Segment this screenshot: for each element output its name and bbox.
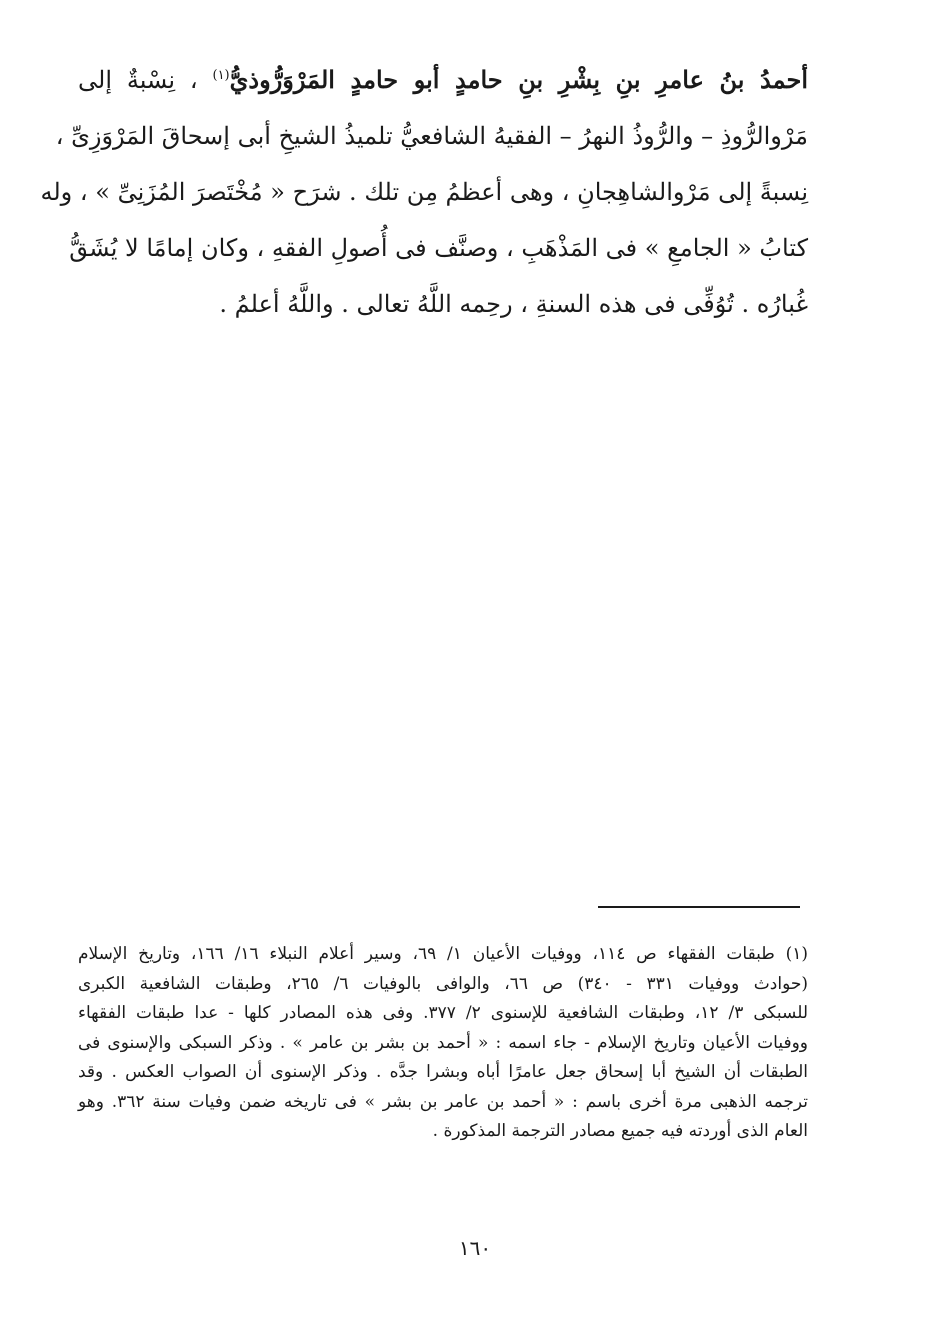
footnote-reference[interactable]: (١)	[212, 68, 230, 83]
entry-line-2: مَرْوالرُّوذِ – والرُّوذُ النهرُ – الفقيهُ الشافعيُّ تلميذُ الشيخِ أبى إسحاقَ المَرْوَزِىِّ ،	[55, 122, 808, 150]
footnote-line-4: ووفيات الأعيان وتاريخ الإسلام - جاء اسمه : « أحمد بن بشر بن عامر » . وذكر السبكى والإسنوى فى	[78, 1032, 808, 1053]
page-number: ١٦٠	[458, 1236, 492, 1260]
biography-entry	[40, 52, 808, 332]
footnote-line-5: الطبقات أن الشيخ أبا إسحاق جعل عامرًا أباه وبشرا جدَّه . وذكر الإسنوى أن الصواب العكس . وقد	[78, 1062, 808, 1082]
footnote-line-3: للسبكى ٣/ ١٢، وطبقات الشافعية للإسنوى ٢/ ٣٧٧. وفى هذه المصادر كلها - عدا طبقات الفقهاء	[78, 1003, 808, 1023]
entry-line-1	[78, 52, 808, 108]
entry-line-3: نِسبةً إلى مَرْوالشاهِجانِ ، وهى أعظمُ مِن تلك . شرَح « مُخْتَصرَ المُزَنِىِّ » ، وله	[40, 178, 808, 206]
footnote-line-6: ترجمه الذهبى مرة أخرى باسم : « أحمد بن عامر بن بشر » فى تاريخه ضمن وفيات سنة ٣٦٢. وهو	[78, 1091, 809, 1112]
entry-name: أحمدُ بنُ عامرِ بنِ بِشْرِ بنِ حامدٍ أبو حامدٍ المَرْوَرُّوذيُّ	[229, 65, 808, 94]
footnote-line-2: (حوادث ووفيات ٣٣١ - ٣٤٠) ص ٦٦، والوافى بالوفيات ٦/ ٢٦٥، وطبقات الشافعية الكبرى	[78, 973, 808, 994]
footnote-separator	[598, 906, 800, 908]
entry-line-1-rest: ، نِسْبةٌ إلى	[78, 66, 213, 94]
footnotes	[78, 940, 808, 1147]
footnote-line-7: العام الذى أوردته فيه جميع مصادر الترجمة المذكورة .	[432, 1121, 808, 1141]
entry-line-5: غُبارُه . تُوُفِّى فى هذه السنةِ ، رحِمه اللَّهُ تعالى . واللَّهُ أعلمُ .	[219, 290, 808, 318]
entry-line-4: كتابُ « الجامعِ » فى المَذْهَبِ ، وصنَّف فى أُصولِ الفقهِ ، وكان إمامًا لا يُشَقُّ	[69, 234, 808, 262]
footnote-line-1: (١) طبقات الفقهاء ص ١١٤، ووفيات الأعيان ١/ ٦٩، وسير أعلام النبلاء ١٦/ ١٦٦، وتاريخ الإسلام	[78, 944, 809, 964]
